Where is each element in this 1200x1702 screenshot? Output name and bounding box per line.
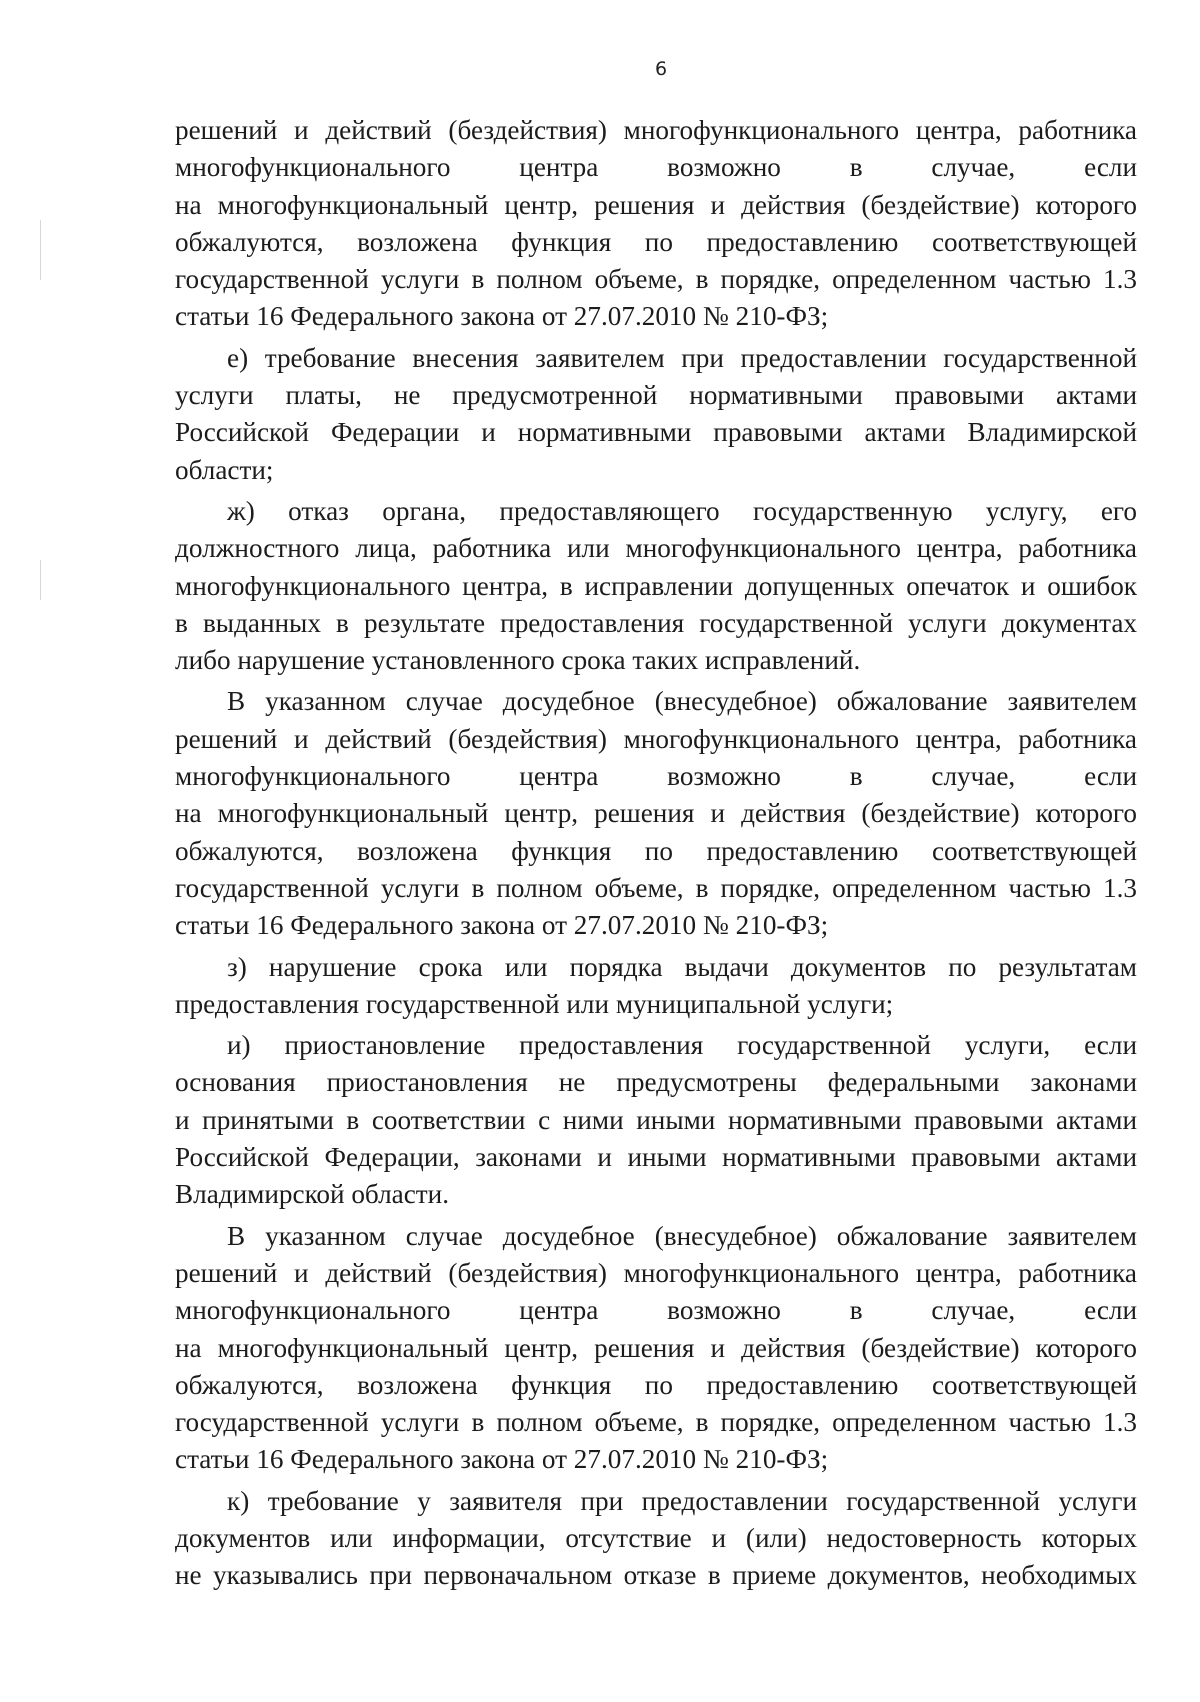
text-line: государственной услуги в полном объеме, в порядке, определенном частью 1.3	[175, 872, 1137, 903]
text-line: статьи 16 Федерального закона от 27.07.2010 № 210-ФЗ;	[175, 910, 829, 941]
text-line: многофункционального центра возможно в случае, если	[175, 1295, 1137, 1326]
text-line: В указанном случае досудебное (внесудебное) обжалование заявителем	[227, 686, 1137, 717]
text-line: должностного лица, работника или многофункционального центра, работника	[175, 533, 1137, 564]
text-line: е) требование внесения заявителем при предоставлении государственной	[227, 342, 1137, 373]
text-line: обжалуются, возложена функция по предоставлению соответствующей	[175, 835, 1137, 866]
scan-edge-mark	[40, 220, 41, 280]
text-line: Российской Федерации, законами и иными нормативными правовыми актами	[175, 1142, 1137, 1173]
text-line: обжалуются, возложена функция по предоставлению соответствующей	[175, 1369, 1137, 1400]
text-line: з) нарушение срока или порядка выдачи документов по результатам	[227, 951, 1137, 982]
paragraph	[175, 949, 1137, 1024]
paragraph	[175, 1483, 1137, 1595]
text-line: В указанном случае досудебное (внесудебное) обжалование заявителем	[227, 1220, 1137, 1251]
text-line: на многофункциональный центр, решения и действия (бездействие) которого	[175, 798, 1137, 829]
paragraph	[175, 112, 1137, 336]
paragraph	[175, 493, 1137, 679]
text-line: многофункционального центра возможно в случае, если	[175, 152, 1137, 183]
paragraph	[175, 1027, 1137, 1213]
paragraph	[175, 340, 1137, 489]
paragraph	[175, 1218, 1137, 1479]
text-line: обжалуются, возложена функция по предоставлению соответствующей	[175, 226, 1137, 257]
text-line: Российской Федерации и нормативными правовыми актами Владимирской	[175, 417, 1137, 448]
text-line: либо нарушение установленного срока таких исправлений.	[175, 645, 861, 676]
text-line: государственной услуги в полном объеме, в порядке, определенном частью 1.3	[175, 264, 1137, 295]
text-line: ж) отказ органа, предоставляющего государственную услугу, его	[227, 495, 1137, 526]
document-body	[175, 112, 1137, 1599]
text-line: статьи 16 Федерального закона от 27.07.2010 № 210-ФЗ;	[175, 1444, 829, 1475]
page-number: 6	[654, 58, 668, 80]
paragraph	[175, 683, 1137, 944]
text-line: Владимирской области.	[175, 1179, 450, 1210]
text-line: многофункционального центра, в исправлении допущенных опечаток и ошибок	[175, 570, 1137, 601]
text-line: предоставления государственной или муниципальной услуги;	[175, 988, 894, 1019]
text-line: и принятыми в соответствии с ними иными нормативными правовыми актами	[175, 1104, 1137, 1135]
text-line: на многофункциональный центр, решения и действия (бездействие) которого	[175, 1332, 1137, 1363]
text-line: не указывались при первоначальном отказе в приеме документов, необходимых	[175, 1560, 1137, 1591]
text-line: на многофункциональный центр, решения и действия (бездействие) которого	[175, 189, 1137, 220]
text-line: и) приостановление предоставления государственной услуги, если	[227, 1030, 1137, 1061]
text-line: многофункционального центра возможно в случае, если	[175, 761, 1137, 792]
text-line: документов или информации, отсутствие и (или) недостоверность которых	[175, 1522, 1137, 1553]
text-line: в выданных в результате предоставления государственной услуги документах	[175, 607, 1137, 638]
text-line: решений и действий (бездействия) многофункционального центра, работника	[175, 723, 1137, 754]
text-line: статьи 16 Федерального закона от 27.07.2010 № 210-ФЗ;	[175, 301, 829, 332]
scan-edge-mark	[40, 560, 41, 600]
text-line: к) требование у заявителя при предоставлении государственной услуги	[227, 1485, 1137, 1516]
text-line: государственной услуги в полном объеме, в порядке, определенном частью 1.3	[175, 1407, 1137, 1438]
text-line: области;	[175, 454, 274, 485]
text-line: решений и действий (бездействия) многофункционального центра, работника	[175, 1257, 1137, 1288]
text-line: основания приостановления не предусмотрены федеральными законами	[175, 1067, 1137, 1098]
text-line: услуги платы, не предусмотренной нормативными правовыми актами	[175, 380, 1137, 411]
text-line: решений и действий (бездействия) многофункционального центра, работника	[175, 115, 1137, 145]
